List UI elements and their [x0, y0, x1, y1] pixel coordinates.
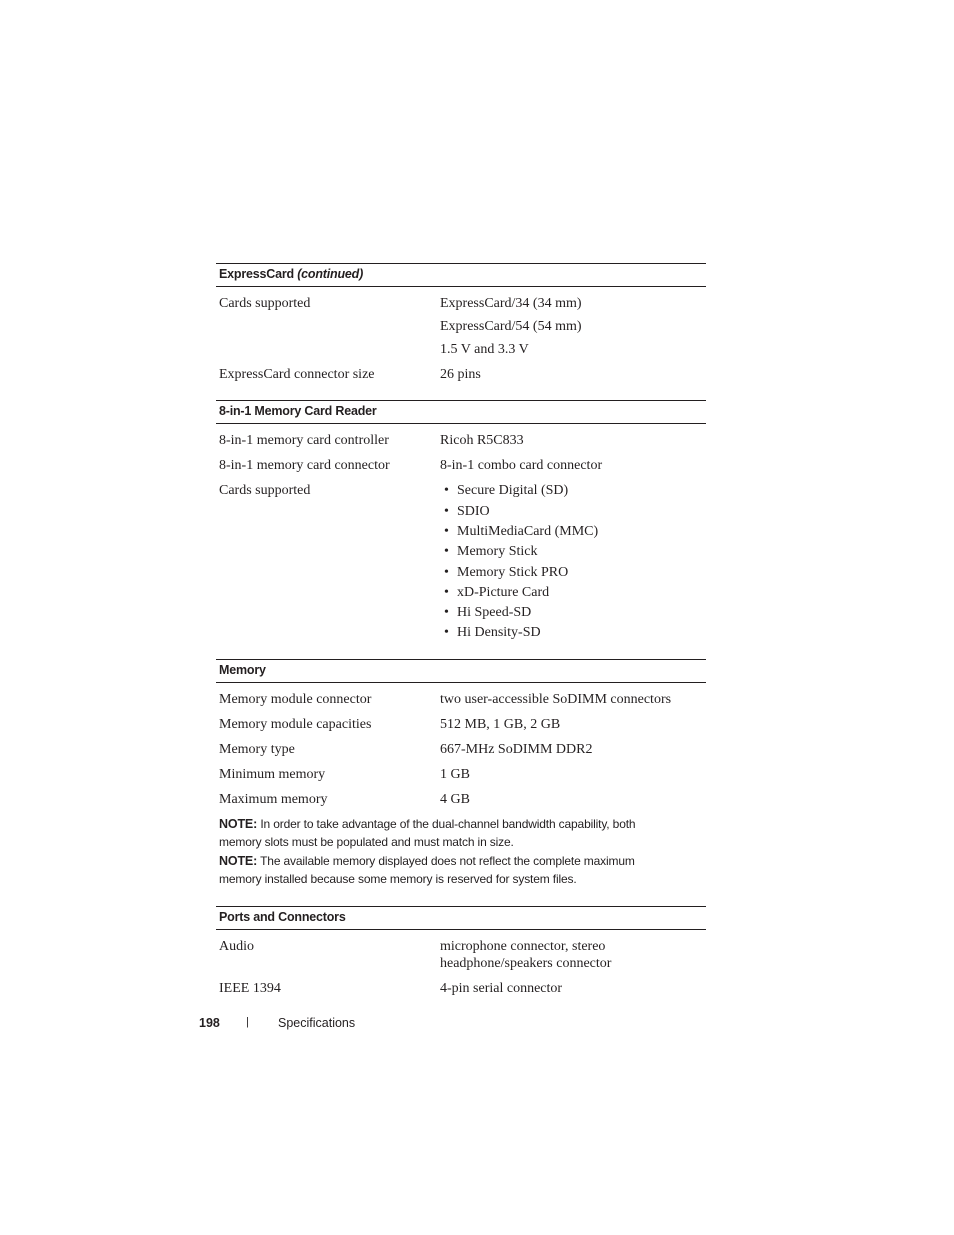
note-text: The available memory displayed does not reflect the complete maximum	[260, 854, 635, 869]
section-title-suffix: (continued)	[297, 267, 364, 281]
spec-row	[216, 716, 706, 733]
list-item: • xD-Picture Card	[440, 583, 706, 603]
spec-label: Cards supported	[219, 296, 311, 311]
spec-value-line: 1.5 V and 3.3 V	[440, 342, 529, 357]
list-item: • Hi Density-SD	[440, 623, 706, 643]
spec-label: 8-in-1 memory card controller	[219, 433, 389, 448]
spec-value: 512 MB, 1 GB, 2 GB	[440, 717, 561, 733]
section-ports-connectors	[216, 906, 706, 997]
bullet-list	[440, 482, 706, 643]
spec-value-line: ExpressCard/34 (34 mm)	[440, 296, 582, 311]
spec-row	[216, 432, 706, 449]
spec-value	[440, 938, 706, 972]
note-text: memory slots must be populated and must match in size.	[219, 834, 514, 849]
spec-content	[216, 263, 706, 997]
section-heading: Ports and Connectors	[216, 906, 706, 930]
list-item: • Hi Speed-SD	[440, 603, 706, 623]
spec-row	[216, 482, 706, 643]
note-text: In order to take advantage of the dual-channel bandwidth capability, both	[260, 817, 636, 832]
list-item: • Secure Digital (SD)	[440, 482, 706, 499]
spec-label: IEEE 1394	[219, 981, 281, 997]
spec-row	[216, 691, 706, 708]
spec-row	[216, 457, 706, 474]
spec-row	[216, 980, 706, 997]
spec-label: Memory module connector	[219, 692, 372, 708]
section-heading	[216, 263, 706, 287]
list-item: • SDIO	[440, 502, 706, 522]
note-text: memory installed because some memory is reserved for system files.	[219, 871, 577, 886]
footer-section-name: Specifications	[278, 1016, 356, 1030]
list-item: • MultiMediaCard (MMC)	[440, 522, 706, 542]
spec-value: Ricoh R5C833	[440, 433, 524, 448]
spec-label: Memory type	[219, 742, 295, 758]
spec-value-line: ExpressCard/54 (54 mm)	[440, 319, 582, 334]
spec-label: Maximum memory	[219, 792, 328, 808]
spec-value: 4 GB	[440, 792, 470, 808]
spec-value: 26 pins	[440, 367, 481, 382]
list-item: • Memory Stick PRO	[440, 563, 706, 583]
section-heading: 8-in-1 Memory Card Reader	[216, 400, 706, 424]
section-memory-card-reader	[216, 400, 706, 643]
spec-value	[440, 295, 706, 358]
spec-row	[216, 741, 706, 758]
spec-value	[440, 482, 706, 643]
spec-label: 8-in-1 memory card connector	[219, 458, 390, 473]
spec-label: ExpressCard connector size	[219, 367, 375, 382]
note-prefix: NOTE:	[219, 817, 258, 832]
list-item: • Memory Stick	[440, 542, 706, 562]
note	[216, 816, 706, 851]
note-prefix: NOTE:	[219, 854, 258, 869]
spec-row	[216, 766, 706, 783]
page-number: 198	[199, 1016, 220, 1030]
spec-row	[216, 938, 706, 972]
spec-value-line: headphone/speakers connector	[440, 956, 612, 972]
section-title: ExpressCard	[219, 267, 294, 281]
footer-separator: |	[246, 1016, 249, 1028]
spec-value-line: microphone connector, stereo	[440, 939, 606, 955]
spec-value: 1 GB	[440, 767, 470, 783]
spec-label: Audio	[219, 939, 254, 955]
spec-value: 4-pin serial connector	[440, 981, 563, 997]
spec-value: two user-accessible SoDIMM connectors	[440, 692, 672, 708]
spec-row	[216, 791, 706, 808]
spec-value: 8-in-1 combo card connector	[440, 458, 603, 473]
section-expresscard	[216, 263, 706, 383]
spec-label: Minimum memory	[219, 767, 326, 783]
spec-value: 667-MHz SoDIMM DDR2	[440, 742, 593, 758]
spec-label: Cards supported	[219, 483, 311, 498]
note	[216, 853, 706, 888]
section-memory	[216, 659, 706, 888]
spec-row	[216, 366, 706, 383]
section-heading: Memory	[216, 659, 706, 683]
spec-label: Memory module capacities	[219, 717, 372, 733]
spec-row	[216, 295, 706, 358]
